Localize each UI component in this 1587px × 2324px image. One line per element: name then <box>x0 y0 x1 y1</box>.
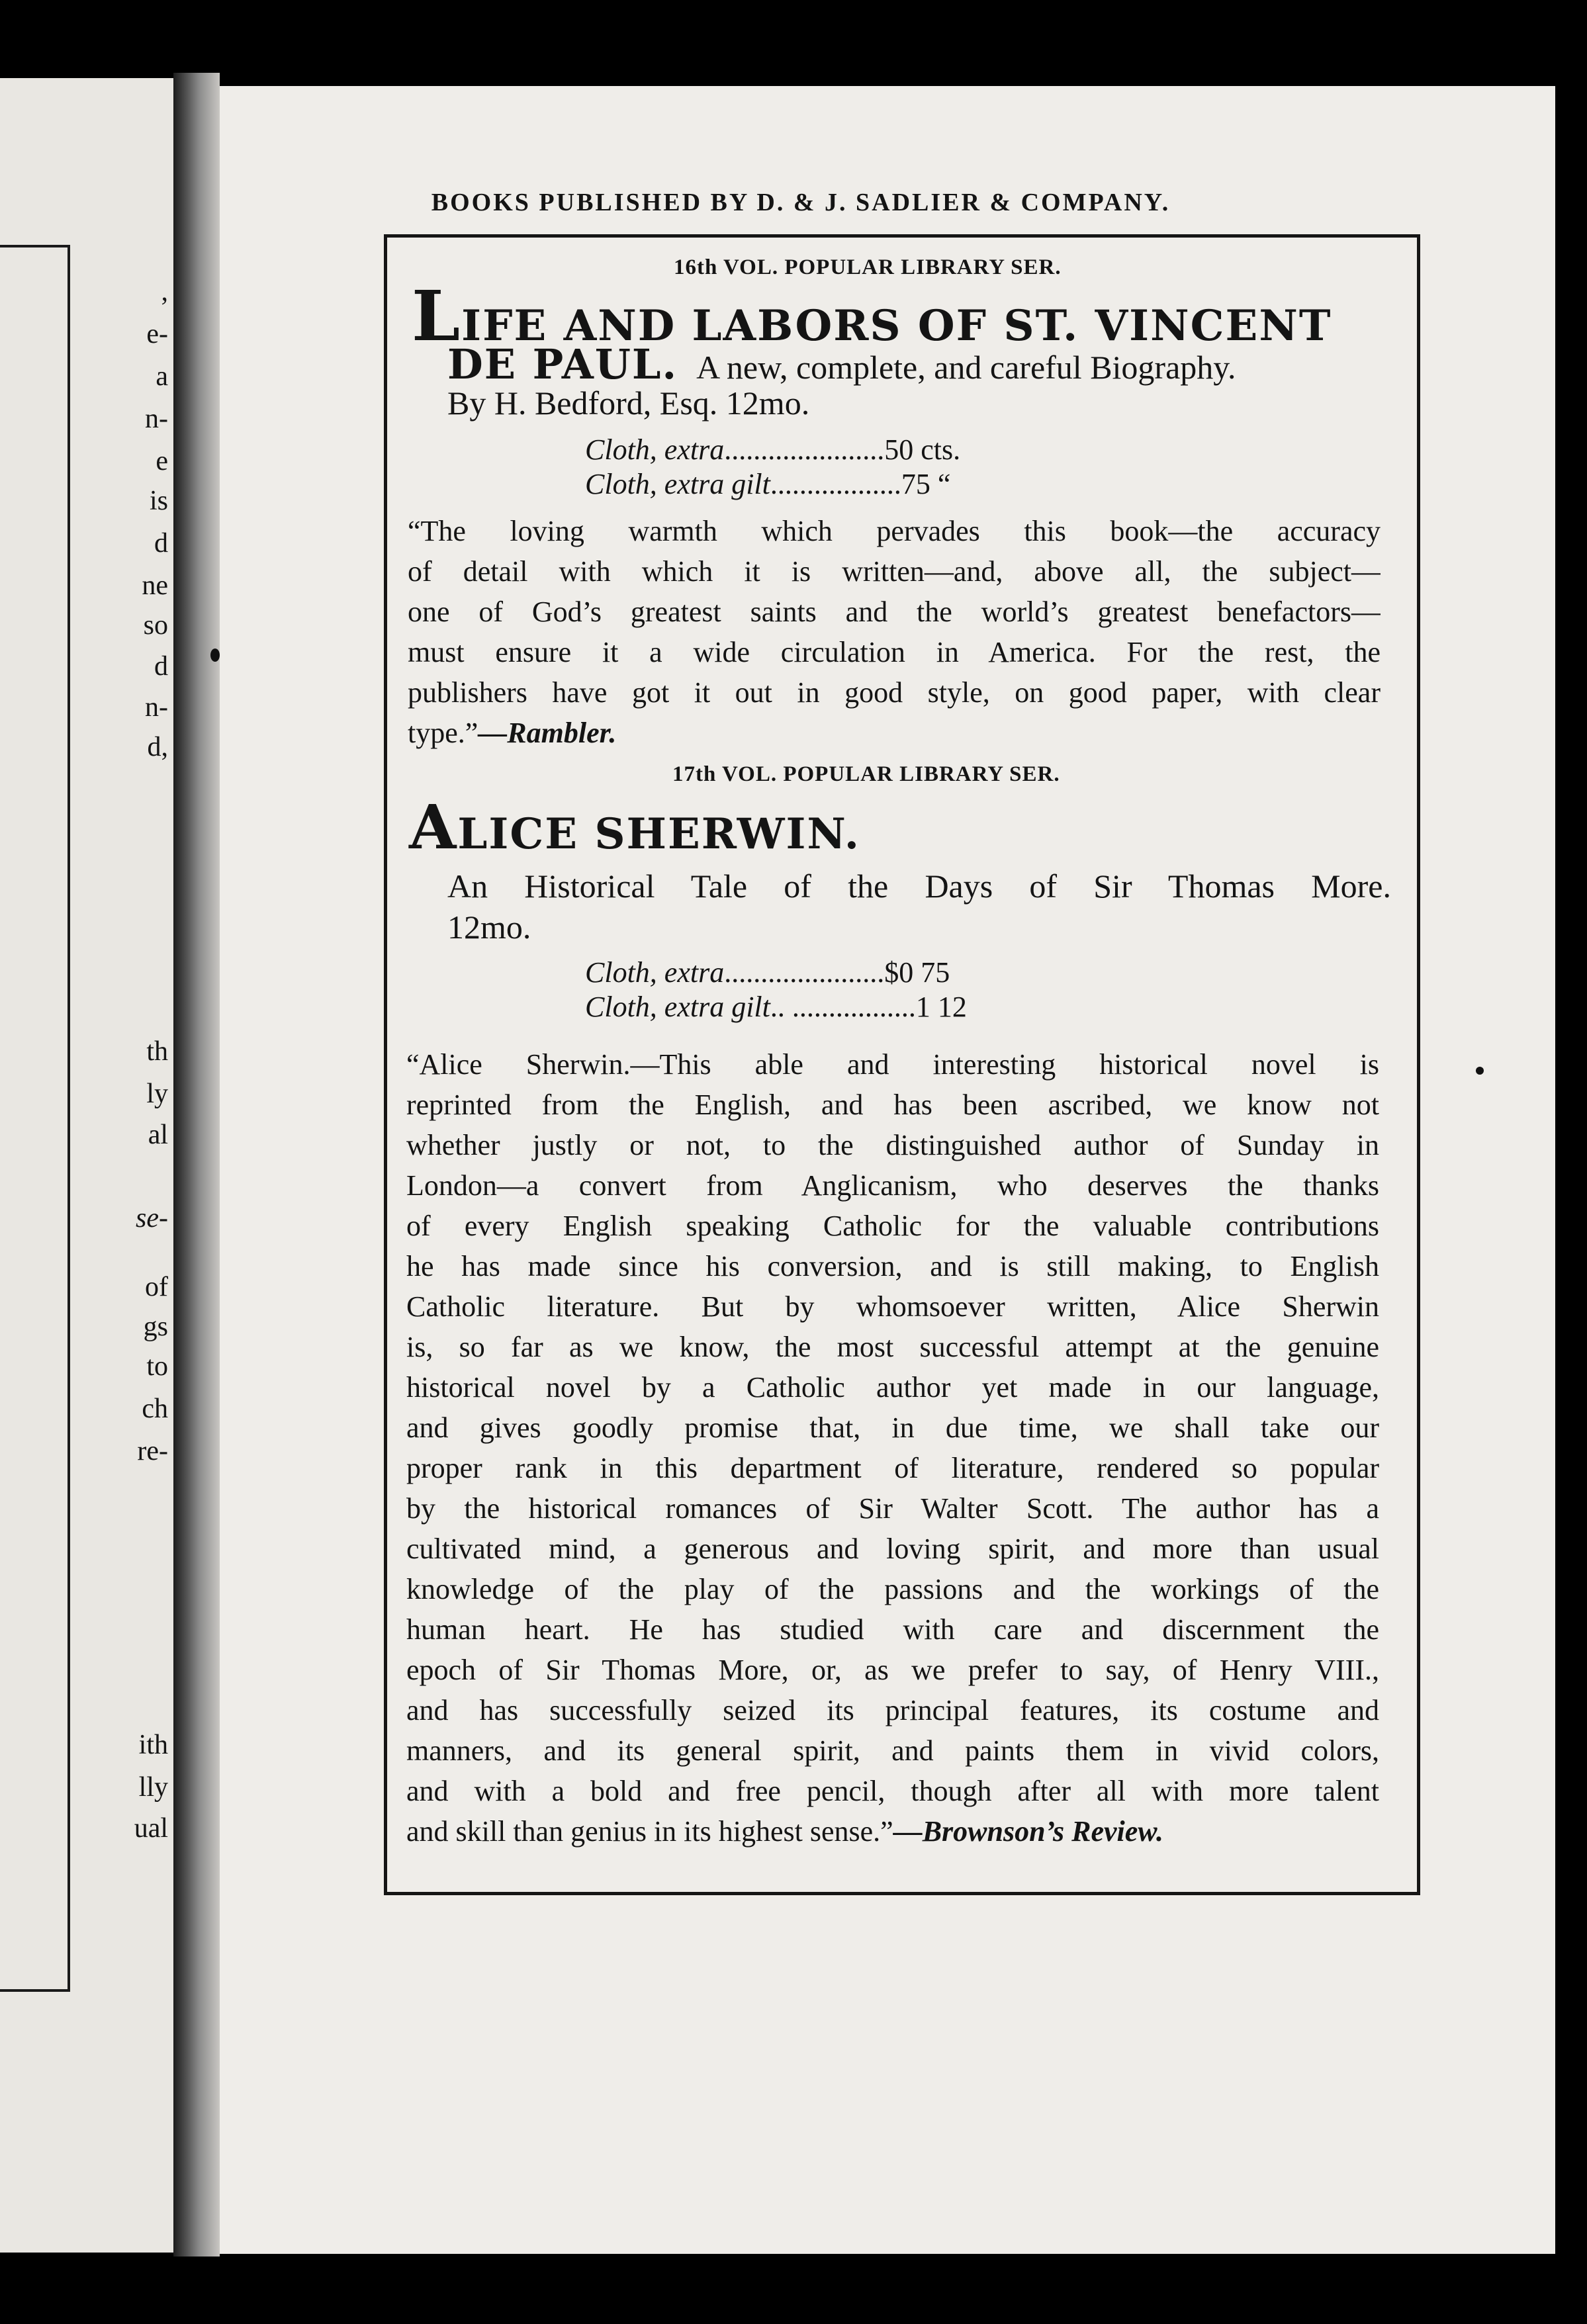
left-page-word-fragment: ith <box>138 1730 168 1760</box>
price-label: Cloth, extra gilt <box>585 991 770 1023</box>
book2-price-2 <box>585 990 967 1024</box>
book2-series: 17th VOL. POPULAR LIBRARY SER. <box>672 762 1060 786</box>
book1-title-rest: IFE AND LABORS OF ST. VINCENT <box>461 301 1332 351</box>
price-dots: .................. <box>770 468 901 500</box>
book1-subtitle: A new, complete, and careful Biography. <box>696 349 1236 386</box>
review-line: by the historical romances of Sir Walter Scott. The author has a <box>406 1492 1379 1525</box>
left-page-word-fragment: ch <box>142 1394 168 1424</box>
left-page-word-fragment: of <box>145 1272 168 1302</box>
left-page-word-fragment: e <box>156 446 168 476</box>
price-label: Cloth, extra <box>585 433 725 466</box>
left-page-word-fragment: d, <box>147 732 168 762</box>
review-last-text: type.” <box>408 717 478 749</box>
review-line: London—a convert from Anglicanism, who deserves the thanks <box>406 1169 1379 1202</box>
left-page-word-fragment: ne <box>142 570 168 601</box>
ink-mark <box>210 648 220 662</box>
review-last-line <box>406 1811 1379 1852</box>
left-page-word-fragment: n- <box>145 404 168 434</box>
left-page-frame <box>0 245 70 1992</box>
review-line: human heart. He has studied with care and discernment the <box>406 1613 1379 1646</box>
book2-format: 12mo. <box>447 909 531 946</box>
review-line: one of God’s greatest saints and the world’s greatest benefactors— <box>408 596 1381 628</box>
review-line: cultivated mind, a generous and loving spirit, and more than usual <box>406 1533 1379 1565</box>
review-line: knowledge of the play of the passions and the workings of the <box>406 1573 1379 1605</box>
book2-review <box>406 1044 1379 1852</box>
left-page-word-fragment: se- <box>136 1203 168 1233</box>
review-line: of detail with which it is written—and, above all, the subject— <box>408 555 1381 588</box>
book1-price-1 <box>585 433 960 467</box>
book2-title <box>409 791 860 863</box>
left-page-word-fragment: ual <box>134 1813 168 1844</box>
review-line: proper rank in this department of literature, rendered so popular <box>406 1452 1379 1484</box>
price-value: $0 75 <box>884 956 950 989</box>
book2-subtitle: An Historical Tale of the Days of Sir Thomas More. <box>447 868 1391 905</box>
ink-mark <box>1476 1067 1484 1075</box>
review-line: and has successfully seized its principal features, its costume and <box>406 1694 1379 1726</box>
price-dots: ...................... <box>724 433 885 466</box>
book1-author-line: By H. Bedford, Esq. 12mo. <box>447 384 810 422</box>
book2-price-1 <box>585 956 950 989</box>
review-line: Catholic literature. But by whomsoever written, Alice Sherwin <box>406 1290 1379 1323</box>
left-page-word-fragment: re- <box>137 1436 168 1466</box>
left-page-word-fragment: n- <box>145 692 168 723</box>
price-label: Cloth, extra gilt <box>585 468 770 500</box>
price-value: 75 “ <box>901 468 951 500</box>
review-source: —Brownson’s Review. <box>893 1815 1163 1848</box>
review-line: epoch of Sir Thomas More, or, as we prefer to say, of Henry VIII., <box>406 1654 1379 1686</box>
book1-review <box>408 511 1381 753</box>
left-page-word-fragment: d <box>154 651 168 682</box>
book1-title-line2 <box>447 340 1236 388</box>
review-line: historical novel by a Catholic author yet made in our language, <box>406 1371 1379 1404</box>
review-line: of every English speaking Catholic for the valuable contributions <box>406 1210 1379 1242</box>
review-line: and with a bold and free pencil, though after all with more talent <box>406 1775 1379 1807</box>
left-page-word-fragment: d <box>154 528 168 559</box>
price-label: Cloth, extra <box>585 956 725 989</box>
book1-title-de-paul: DE PAUL. <box>447 340 678 388</box>
left-page-word-fragment: to <box>146 1351 168 1382</box>
left-page-word-fragment: so <box>143 610 168 641</box>
left-page-word-fragment: e- <box>146 319 168 349</box>
review-last-line <box>408 713 1381 753</box>
review-line: is, so far as we know, the most successful attempt at the genuine <box>406 1331 1379 1363</box>
running-head: BOOKS PUBLISHED BY D. & J. SADLIER & COMPANY. <box>431 189 1171 216</box>
book2-title-initial: A <box>409 791 458 863</box>
review-line: reprinted from the English, and has been ascribed, we know not <box>406 1089 1379 1121</box>
review-line: must ensure it a wide circulation in America. For the rest, the <box>408 636 1381 668</box>
left-page-word-fragment: , <box>161 277 168 307</box>
left-page-fragment <box>0 78 173 2253</box>
price-value: 50 cts. <box>884 433 961 466</box>
review-line: publishers have got it out in good style, on good paper, with clear <box>408 676 1381 709</box>
left-page-word-fragment: al <box>148 1120 168 1150</box>
left-page-word-fragment: lly <box>138 1772 168 1803</box>
review-line: he has made since his conversion, and is still making, to English <box>406 1250 1379 1282</box>
book1-series: 16th VOL. POPULAR LIBRARY SER. <box>674 255 1062 279</box>
book1-price-2 <box>585 467 950 501</box>
price-value: 1 12 <box>915 991 967 1023</box>
left-page-word-fragment: is <box>149 486 168 516</box>
review-line: whether justly or not, to the distinguished author of Sunday in <box>406 1129 1379 1161</box>
price-dots: ...................... <box>724 956 885 989</box>
price-dots: .. ................. <box>770 991 916 1023</box>
review-line: “The loving warmth which pervades this book—the accuracy <box>408 515 1381 547</box>
review-line: and gives goodly promise that, in due time, we shall take our <box>406 1411 1379 1444</box>
review-line: manners, and its general spirit, and paints them in vivid colors, <box>406 1734 1379 1767</box>
review-line: “Alice Sherwin.—This able and interesting historical novel is <box>406 1048 1379 1081</box>
left-page-word-fragment: th <box>146 1036 168 1067</box>
review-last-text: and skill than genius in its highest sense.” <box>406 1815 893 1848</box>
book2-title-rest: LICE SHERWIN. <box>457 809 861 859</box>
left-page-word-fragment: a <box>156 361 168 392</box>
book1-title-initial: L <box>412 275 462 357</box>
book-gutter <box>173 73 220 2257</box>
left-page-word-fragment: ly <box>146 1079 168 1109</box>
left-page-word-fragment: gs <box>143 1312 168 1342</box>
review-source: —Rambler. <box>478 717 617 749</box>
